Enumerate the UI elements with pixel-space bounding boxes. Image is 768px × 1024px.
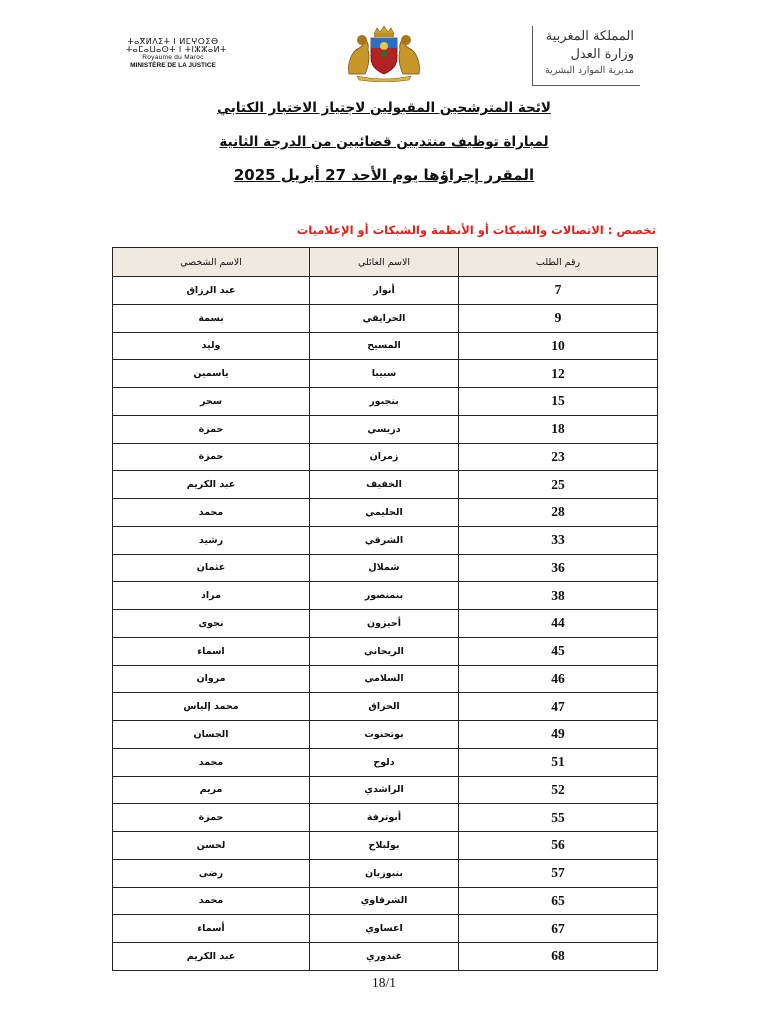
cell-first-name: بسمة (113, 304, 310, 332)
cell-family-name: غندوري (310, 943, 459, 971)
cell-first-name: محمد (113, 499, 310, 527)
table-row (113, 915, 658, 943)
cell-family-name: الحراق (310, 693, 459, 721)
cell-family-name: الشرقي (310, 526, 459, 554)
cell-first-name: محمد إلياس (113, 693, 310, 721)
cell-family-name: بوتحنوت (310, 721, 459, 749)
directorate-arabic: مديرية الموارد البشرية (545, 65, 634, 76)
cell-family-name: الحليمي (310, 499, 459, 527)
specialty-label: تخصص : الاتصالات والشبكات أو الأنظمة والشبكات أو الإعلاميات (296, 223, 656, 237)
cell-application-number: 9 (459, 304, 658, 332)
kingdom-arabic: المملكة المغربية (545, 29, 634, 44)
table-row (113, 388, 658, 416)
cell-first-name: رضى (113, 859, 310, 887)
cell-first-name: لحسن (113, 832, 310, 860)
cell-application-number: 23 (459, 443, 658, 471)
cell-first-name: محمد (113, 748, 310, 776)
cell-application-number: 49 (459, 721, 658, 749)
table-row (113, 748, 658, 776)
cell-application-number: 47 (459, 693, 658, 721)
cell-application-number: 67 (459, 915, 658, 943)
table-row (113, 471, 658, 499)
cell-first-name: اسماء (113, 637, 310, 665)
table-row (113, 582, 658, 610)
cell-application-number: 10 (459, 332, 658, 360)
table-row (113, 721, 658, 749)
cell-family-name: دريسي (310, 415, 459, 443)
cell-first-name: مروان (113, 665, 310, 693)
cell-first-name: عبد الكريم (113, 943, 310, 971)
table-row (113, 415, 658, 443)
column-header-number: رقم الطلب (459, 248, 658, 277)
table-row (113, 804, 658, 832)
table-row (113, 360, 658, 388)
cell-application-number: 15 (459, 388, 658, 416)
cell-application-number: 44 (459, 610, 658, 638)
table-row (113, 332, 658, 360)
table-row (113, 526, 658, 554)
table-row (113, 443, 658, 471)
table-row (113, 776, 658, 804)
cell-first-name: رشيد (113, 526, 310, 554)
table-row (113, 554, 658, 582)
cell-family-name: الخفيف (310, 471, 459, 499)
ministry-logo-block (126, 37, 227, 69)
cell-family-name: الريحاني (310, 637, 459, 665)
ministry-arabic: وزارة العدل (570, 47, 634, 62)
cell-application-number: 38 (459, 582, 658, 610)
ministere-text: MINISTÈRE DE LA JUSTICE (130, 62, 216, 69)
cell-application-number: 45 (459, 637, 658, 665)
cell-application-number: 55 (459, 804, 658, 832)
cell-first-name: وليد (113, 332, 310, 360)
cell-family-name: أبوترفة (310, 804, 459, 832)
cell-family-name: الشرقاوي (310, 887, 459, 915)
candidates-table (112, 247, 658, 971)
cell-family-name: اعساوي (310, 915, 459, 943)
cell-family-name: الحرايقي (310, 304, 459, 332)
cell-family-name: أنوار (310, 277, 459, 305)
cell-application-number: 51 (459, 748, 658, 776)
coat-of-arms-icon (343, 24, 425, 82)
cell-application-number: 25 (459, 471, 658, 499)
cell-application-number: 18 (459, 415, 658, 443)
tifinagh-line-2: ⵜⴰⵎⴰⵡⴰⵙⵜ ⵏ ⵜⵏⵣⵣⴰⵍⵜ (126, 45, 227, 54)
cell-application-number: 57 (459, 859, 658, 887)
cell-first-name: الحسان (113, 721, 310, 749)
cell-family-name: دلوح (310, 748, 459, 776)
cell-first-name: سحر (113, 388, 310, 416)
document-title (0, 100, 768, 116)
cell-first-name: عبد الرزاق (113, 277, 310, 305)
cell-application-number: 68 (459, 943, 658, 971)
table-row (113, 859, 658, 887)
cell-first-name: عثمان (113, 554, 310, 582)
table-row (113, 637, 658, 665)
table-row (113, 277, 658, 305)
cell-family-name: بنجبور (310, 388, 459, 416)
cell-application-number: 56 (459, 832, 658, 860)
cell-family-name: سبيبا (310, 360, 459, 388)
table-row (113, 943, 658, 971)
table-header-row (113, 248, 658, 277)
table-row (113, 832, 658, 860)
exam-date (0, 166, 768, 184)
column-header-family: الاسم العائلي (310, 248, 459, 277)
document-subtitle (0, 134, 768, 150)
title-line-1: لائحة المترشحين المقبولين لاجتياز الاختبار الكتابي (217, 100, 551, 116)
cell-application-number: 46 (459, 665, 658, 693)
table-row (113, 887, 658, 915)
cell-first-name: عبد الكريم (113, 471, 310, 499)
cell-first-name: حمزة (113, 415, 310, 443)
stamp-frame (532, 26, 640, 86)
cell-family-name: بولبلاح (310, 832, 459, 860)
tifinagh-line: ⵜⴰⴳⵍⴷⵉⵜ ⵏ ⵍⵎⵖⵔⵉⴱ (127, 37, 219, 46)
table-row (113, 610, 658, 638)
cell-first-name: مريم (113, 776, 310, 804)
column-header-first: الاسم الشخصي (113, 248, 310, 277)
cell-application-number: 33 (459, 526, 658, 554)
cell-first-name: أسماء (113, 915, 310, 943)
cell-first-name: نجوى (113, 610, 310, 638)
cell-first-name: مراد (113, 582, 310, 610)
ministry-arabic-stamp (532, 26, 640, 88)
table-row (113, 499, 658, 527)
title-line-2: لمباراة توظيف منتدبين قضائيين من الدرجة الثانية (219, 134, 549, 150)
cell-family-name: السلامي (310, 665, 459, 693)
cell-family-name: المسيح (310, 332, 459, 360)
cell-family-name: أحيزون (310, 610, 459, 638)
cell-first-name: حمزة (113, 443, 310, 471)
cell-family-name: بنمنصور (310, 582, 459, 610)
cell-first-name: محمد (113, 887, 310, 915)
cell-family-name: بنبوزيان (310, 859, 459, 887)
cell-family-name: شملال (310, 554, 459, 582)
cell-family-name: زمران (310, 443, 459, 471)
cell-application-number: 52 (459, 776, 658, 804)
cell-application-number: 12 (459, 360, 658, 388)
table-body (113, 277, 658, 971)
cell-first-name: ياسمين (113, 360, 310, 388)
cell-application-number: 36 (459, 554, 658, 582)
table-row (113, 693, 658, 721)
cell-application-number: 7 (459, 277, 658, 305)
title-line-3: المقرر إجراؤها يوم الأحد 27 أبريل 2025 (233, 166, 535, 184)
page-number: 18/1 (371, 975, 396, 990)
cell-family-name: الراشدي (310, 776, 459, 804)
cell-application-number: 65 (459, 887, 658, 915)
cell-first-name: حمزة (113, 804, 310, 832)
royaume-text: Royaume du Maroc (142, 54, 204, 61)
cell-application-number: 28 (459, 499, 658, 527)
table-row (113, 304, 658, 332)
table-row (113, 665, 658, 693)
